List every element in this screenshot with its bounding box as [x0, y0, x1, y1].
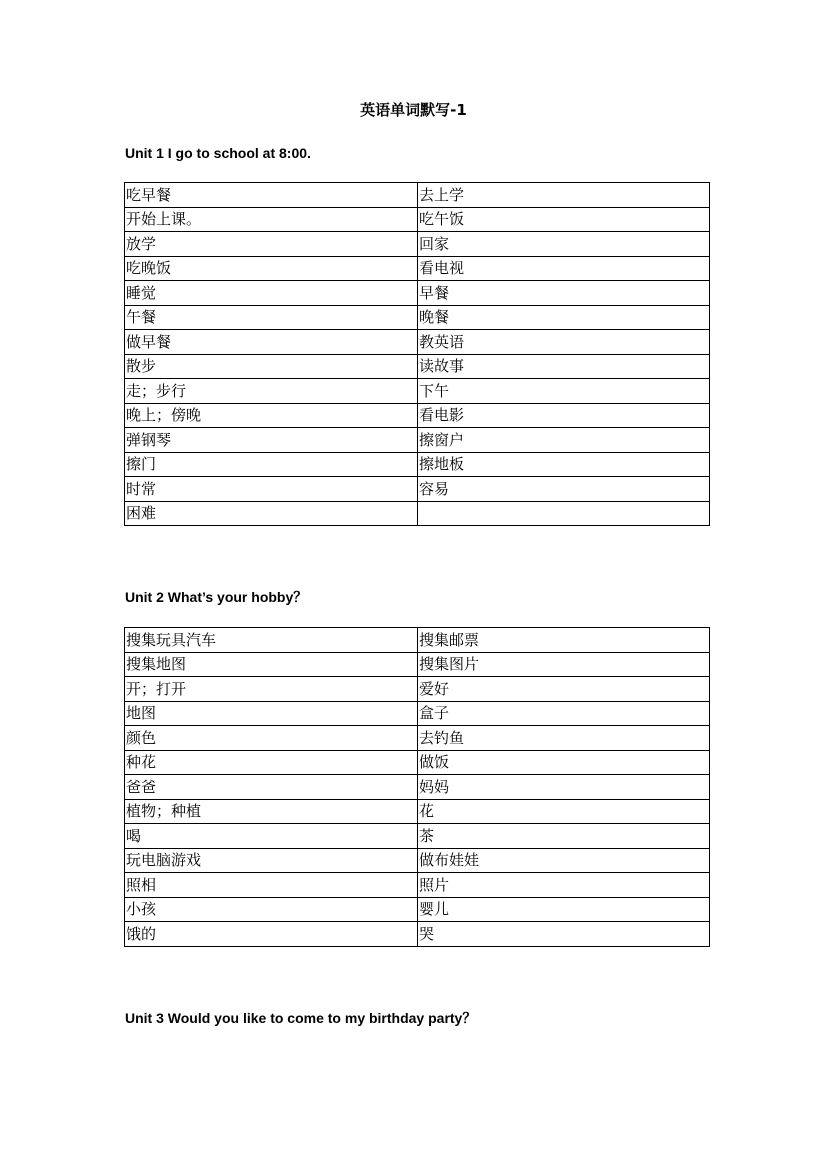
vocab-cell-right: 做布娃娃 [418, 848, 710, 873]
vocab-cell-right: 哭 [418, 922, 710, 947]
table-row [125, 848, 710, 873]
vocab-cell-right: 容易 [418, 477, 710, 502]
vocab-cell-right: 照片 [418, 873, 710, 898]
table-row [125, 403, 710, 428]
unit-1-vocab-table [124, 182, 710, 526]
vocab-cell-right: 做饭 [418, 750, 710, 775]
vocab-cell-left: 种花 [125, 750, 418, 775]
unit-2-heading: Unit 2 What’s your hobby？ [125, 589, 308, 605]
vocab-cell-left: 照相 [125, 873, 418, 898]
vocab-cell-right: 教英语 [418, 330, 710, 355]
vocab-cell-right: 爱好 [418, 677, 710, 702]
vocab-cell-left: 喝 [125, 824, 418, 849]
table-row [125, 750, 710, 775]
table-row [125, 897, 710, 922]
vocab-cell-left: 搜集玩具汽车 [125, 628, 418, 653]
vocab-cell-right: 去钓鱼 [418, 726, 710, 751]
vocab-cell-left: 困难 [125, 501, 418, 526]
table-row [125, 477, 710, 502]
vocab-cell-left: 小孩 [125, 897, 418, 922]
vocab-cell-left: 爸爸 [125, 775, 418, 800]
vocab-cell-left: 地图 [125, 701, 418, 726]
table-row [125, 452, 710, 477]
table-row [125, 183, 710, 208]
vocab-cell-right: 花 [418, 799, 710, 824]
table-row [125, 354, 710, 379]
vocab-cell-left: 做早餐 [125, 330, 418, 355]
table-row [125, 726, 710, 751]
table-row [125, 628, 710, 653]
table-row [125, 207, 710, 232]
vocab-cell-left: 放学 [125, 232, 418, 257]
vocab-cell-left: 睡觉 [125, 281, 418, 306]
vocab-cell-right: 妈妈 [418, 775, 710, 800]
table-row [125, 873, 710, 898]
unit-1-table-body [125, 183, 710, 526]
vocab-cell-left: 晚上；傍晚 [125, 403, 418, 428]
table-row [125, 501, 710, 526]
table-row [125, 922, 710, 947]
vocab-cell-left: 散步 [125, 354, 418, 379]
vocab-cell-left: 玩电脑游戏 [125, 848, 418, 873]
table-row [125, 232, 710, 257]
vocab-cell-right: 婴儿 [418, 897, 710, 922]
vocab-cell-right: 回家 [418, 232, 710, 257]
table-row [125, 305, 710, 330]
vocab-cell-left: 开始上课。 [125, 207, 418, 232]
vocab-cell-left: 弹钢琴 [125, 428, 418, 453]
vocab-cell-left: 走；步行 [125, 379, 418, 404]
vocab-cell-left: 时常 [125, 477, 418, 502]
vocab-cell-left: 饿的 [125, 922, 418, 947]
vocab-cell-right: 读故事 [418, 354, 710, 379]
vocab-cell-right: 茶 [418, 824, 710, 849]
unit-2-table-body [125, 628, 710, 947]
vocab-cell-right: 搜集图片 [418, 652, 710, 677]
vocab-cell-left: 搜集地图 [125, 652, 418, 677]
vocab-cell-right: 看电影 [418, 403, 710, 428]
table-row [125, 799, 710, 824]
vocab-cell-right: 吃午饭 [418, 207, 710, 232]
document-title: 英语单词默写-1 [360, 101, 467, 119]
vocab-cell-left: 午餐 [125, 305, 418, 330]
table-row [125, 330, 710, 355]
table-row [125, 281, 710, 306]
vocab-cell-left: 颜色 [125, 726, 418, 751]
vocab-cell-right: 看电视 [418, 256, 710, 281]
vocab-cell-left: 植物；种植 [125, 799, 418, 824]
table-row [125, 428, 710, 453]
vocab-cell-right [418, 501, 710, 526]
vocab-cell-right: 早餐 [418, 281, 710, 306]
vocab-cell-right: 晚餐 [418, 305, 710, 330]
vocab-cell-left: 吃晚饭 [125, 256, 418, 281]
table-row [125, 677, 710, 702]
vocab-cell-right: 下午 [418, 379, 710, 404]
unit-2-vocab-table [124, 627, 710, 947]
vocab-cell-left: 吃早餐 [125, 183, 418, 208]
table-row [125, 256, 710, 281]
vocab-cell-right: 擦窗户 [418, 428, 710, 453]
unit-3-heading: Unit 3 Would you like to come to my birthday party？ [125, 1010, 477, 1026]
table-row [125, 701, 710, 726]
table-row [125, 775, 710, 800]
table-row [125, 652, 710, 677]
vocab-cell-right: 盒子 [418, 701, 710, 726]
table-row [125, 824, 710, 849]
vocab-cell-left: 开；打开 [125, 677, 418, 702]
unit-1-heading: Unit 1 I go to school at 8:00. [125, 145, 311, 161]
table-row [125, 379, 710, 404]
vocab-cell-right: 搜集邮票 [418, 628, 710, 653]
vocab-cell-left: 擦门 [125, 452, 418, 477]
vocab-cell-right: 擦地板 [418, 452, 710, 477]
vocab-cell-right: 去上学 [418, 183, 710, 208]
